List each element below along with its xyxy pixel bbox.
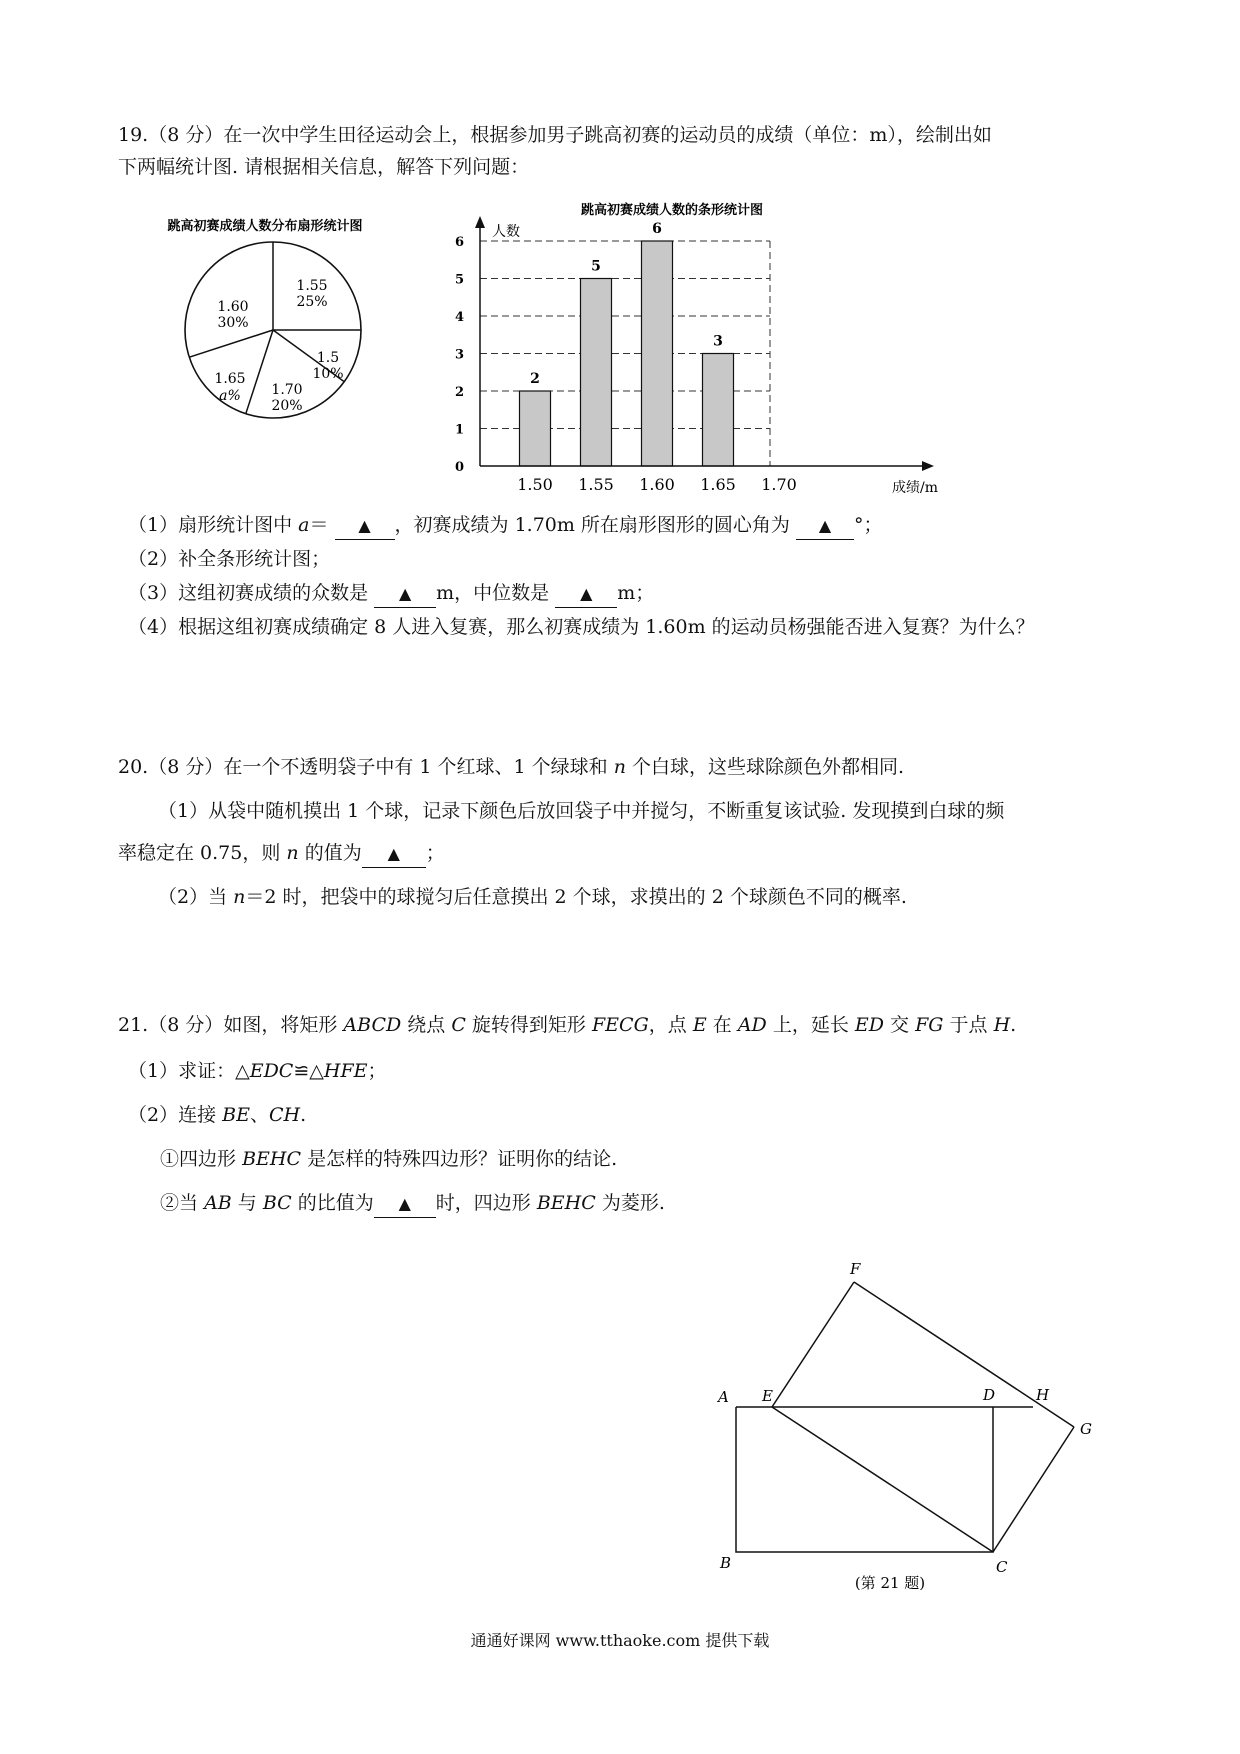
answer-triangle-icon: ▲ (818, 516, 832, 535)
q21-stem-b: 绕点 (407, 1014, 446, 1036)
q21-sub1 (128, 1058, 387, 1084)
q21-edc: EDC (249, 1060, 294, 1082)
answer-triangle-icon: ▲ (580, 584, 593, 603)
answer-triangle-icon: ▲ (398, 1194, 411, 1213)
q21-c2-blank[interactable] (374, 1191, 436, 1218)
pie-slice-divider-1.65 (246, 330, 273, 414)
x-tick-label: 1.50 (517, 475, 553, 494)
point-label-g: G (1080, 1420, 1092, 1438)
q21-sub2-c1 (160, 1146, 617, 1172)
q20-sub2-text-b: ＝2 时，把袋中的球搅匀后任意摸出 2 个球，求摸出的 2 个球颜色不同的概率. (245, 886, 907, 908)
y-tick-label: 3 (454, 347, 464, 363)
point-label-e: E (762, 1387, 773, 1405)
q19-sub3-text-b: m，中位数是 (436, 582, 550, 604)
bar-1.65 (703, 354, 734, 467)
bar-yticks (455, 235, 464, 475)
bar-y-label: 人数 (492, 224, 520, 240)
q21-ab: AB (204, 1192, 232, 1214)
q21-c1-b: 是怎样的特殊四边形？证明你的结论. (307, 1148, 618, 1170)
bar-y-axis-arrow (475, 216, 485, 228)
segment-g-c (993, 1427, 1074, 1552)
q21-stem-h: 于点 (949, 1014, 988, 1036)
q21-ed: ED (854, 1014, 884, 1036)
page-footer: 通通好课网 www.tthaoke.com 提供下载 (470, 1631, 770, 1650)
y-tick-label: 5 (454, 272, 464, 288)
q21-e: E (692, 1014, 707, 1036)
q21-c1-a: ①四边形 (160, 1148, 237, 1170)
point-label-b: B (720, 1554, 732, 1572)
figure-caption: (第 21 题) (854, 1574, 926, 1590)
q21-ch: CH (269, 1104, 301, 1126)
q19-sub3-text-c: m； (617, 582, 655, 604)
bar-x-label: 成绩/m (892, 480, 938, 496)
point-label-a: A (718, 1388, 729, 1406)
q20-sub1-line2 (118, 840, 445, 868)
answer-triangle-icon: ▲ (358, 516, 371, 535)
bar-chart-title: 跳高初赛成绩人数的条形统计图 (580, 203, 764, 218)
q21-stem-i: . (1010, 1014, 1017, 1036)
q20-sub2-text-a: （2）当 (158, 886, 228, 908)
y-tick-label: 1 (454, 422, 464, 438)
q19-sub1-text-b: ，初赛成绩为 1.70m 所在扇形图形的圆心角为 (394, 514, 790, 536)
q20-stem-text-a: 20.（8 分）在一个不透明袋子中有 1 个红球、1 个绿球和 (118, 756, 608, 778)
point-label-c: C (996, 1558, 1008, 1576)
q21-ad: AD (737, 1014, 767, 1036)
q19-sub1-text-a: （1）扇形统计图中 (128, 514, 293, 536)
pie-value-1.5: 10% (312, 366, 344, 382)
q21-h: H (993, 1014, 1011, 1036)
q20-sub1-text-c: ； (425, 842, 445, 864)
var-n: n (233, 886, 246, 908)
x-tick-label: 1.70 (761, 475, 797, 494)
pie-label-1.55: 1.55 (296, 278, 328, 294)
y-tick-label: 6 (454, 235, 464, 250)
q19-sub1-blank-a[interactable] (335, 513, 395, 540)
q19-sub3-text-a: （3）这组初赛成绩的众数是 (128, 582, 369, 604)
x-tick-label: 1.60 (639, 475, 675, 494)
bar-1.60 (642, 241, 673, 466)
point-label-d: D (983, 1386, 996, 1404)
q21-stem-g: 交 (890, 1014, 910, 1036)
q21-stem-c: 旋转得到矩形 (471, 1014, 586, 1036)
pie-label-1.65: 1.65 (214, 371, 246, 387)
q21-abcd: ABCD (343, 1014, 402, 1036)
q21-sub2-b: . (300, 1104, 307, 1126)
bar-value-label: 3 (713, 333, 723, 350)
pie-value-1.60: 30% (217, 315, 249, 331)
q21-hfe: HFE (323, 1060, 368, 1082)
pie-chart-title: 跳高初赛成绩人数分布扇形统计图 (167, 219, 363, 234)
q19-stem-line2: 下两幅统计图. 请根据相关信息，解答下列问题： (118, 156, 530, 178)
segment-e-c (772, 1407, 993, 1552)
q21-sub1-b: ； (367, 1060, 387, 1082)
q21-cong: ≌△ (293, 1060, 324, 1082)
bar-chart (440, 196, 960, 498)
pie-label-1.60: 1.60 (217, 299, 249, 315)
q21-behc: BEHC (536, 1192, 596, 1214)
pie-value-1.65: a% (219, 388, 241, 404)
q21-stem (118, 1012, 1016, 1038)
q21-bc: BC (262, 1192, 292, 1214)
answer-triangle-icon: ▲ (398, 584, 412, 603)
var-n: n (286, 842, 299, 864)
q20-sub1-text-b: 的值为 (304, 842, 362, 864)
q19-stem-line1: 19.（8 分）在一次中学生田径运动会上，根据参加男子跳高初赛的运动员的成绩（单位：m），绘制出如 (118, 124, 992, 146)
q19-sub2: （2）补全条形统计图； (128, 548, 331, 570)
point-label-f: F (850, 1260, 861, 1278)
pie-label-1.5: 1.5 (316, 350, 340, 366)
q21-sub2-c2 (160, 1190, 665, 1218)
q21-sub1-a: （1）求证：△ (128, 1060, 250, 1082)
y-tick-label: 0 (454, 460, 464, 475)
bar-xticks (517, 475, 797, 494)
q21-c2-c: 的比值为 (297, 1192, 374, 1214)
pie-chart (150, 210, 430, 460)
q21-c2-b: 与 (237, 1192, 257, 1214)
q21-c: C (451, 1014, 466, 1036)
bar-value-label: 5 (591, 258, 601, 275)
answer-triangle-icon: ▲ (387, 844, 400, 863)
q20-stem-text-b: 个白球，这些球除颜色外都相同. (632, 756, 905, 778)
q21-sep: 、 (249, 1104, 269, 1126)
q20-sub2 (158, 884, 907, 910)
q19-sub1-text-c: °； (853, 514, 883, 536)
q21-stem-a: 21.（8 分）如图，将矩形 (118, 1014, 338, 1036)
y-tick-label: 2 (454, 385, 464, 400)
pie-value-1.70: 20% (271, 398, 303, 414)
q21-c2-e: 为菱形. (601, 1192, 665, 1214)
q19-sub1 (128, 512, 883, 540)
q19-sub1-blank-angle[interactable] (796, 513, 854, 540)
q20-sub1-blank[interactable] (362, 841, 426, 868)
pie-slice-divider-1.60 (189, 330, 273, 357)
y-tick-label: 4 (454, 310, 464, 325)
q21-fg: FG (915, 1014, 944, 1036)
x-tick-label: 1.55 (578, 475, 614, 494)
q21-c2-d: 时，四边形 (435, 1192, 531, 1214)
q21-stem-e: 在 (712, 1014, 732, 1036)
segment-f-g (854, 1282, 1074, 1427)
segment-e-f (772, 1282, 854, 1407)
q21-behc: BEHC (242, 1148, 302, 1170)
var-n: n (613, 756, 626, 778)
q19-sub3-blank-median[interactable] (555, 581, 617, 608)
q21-c2-a: ②当 (160, 1192, 199, 1214)
q19-sub4: （4）根据这组初赛成绩确定 8 人进入复赛，那么初赛成绩为 1.60m 的运动员杨强能否进入复赛？为什么？ (128, 616, 1035, 638)
bar-x-axis-arrow (922, 461, 934, 471)
bar-1.50 (520, 391, 551, 466)
pie-label-1.70: 1.70 (271, 382, 303, 398)
x-tick-label: 1.65 (700, 475, 736, 494)
rect-abcd-sides (736, 1407, 993, 1552)
bar-1.55 (581, 279, 612, 467)
q20-sub1-text-a: 率稳定在 0.75，则 (118, 842, 281, 864)
q19-sub3-blank-mode[interactable] (374, 581, 436, 608)
point-label-h: H (1036, 1386, 1050, 1404)
bar-bars (520, 221, 734, 466)
var-a: a (298, 514, 310, 536)
q21-fecg: FECG (591, 1014, 649, 1036)
bar-value-label: 6 (652, 221, 662, 237)
q21-stem-d: ，点 (648, 1014, 687, 1036)
pie-labels (214, 278, 343, 414)
q21-stem-f: 上，延长 (772, 1014, 849, 1036)
q21-sub2 (128, 1102, 306, 1128)
pie-value-1.55: 25% (296, 294, 328, 310)
q20-sub1-line1: （1）从袋中随机摸出 1 个球，记录下颜色后放回袋子中并搅匀，不断重复该试验. 发现摸到白球的频 (158, 800, 1005, 822)
q21-be: BE (222, 1104, 250, 1126)
geometry-figure (700, 1250, 1120, 1590)
q21-sub2-a: （2）连接 (128, 1104, 217, 1126)
q20-stem (118, 754, 904, 780)
equals-sign: ＝ (309, 514, 329, 536)
q19-sub3 (128, 580, 654, 608)
bar-value-label: 2 (530, 371, 540, 387)
